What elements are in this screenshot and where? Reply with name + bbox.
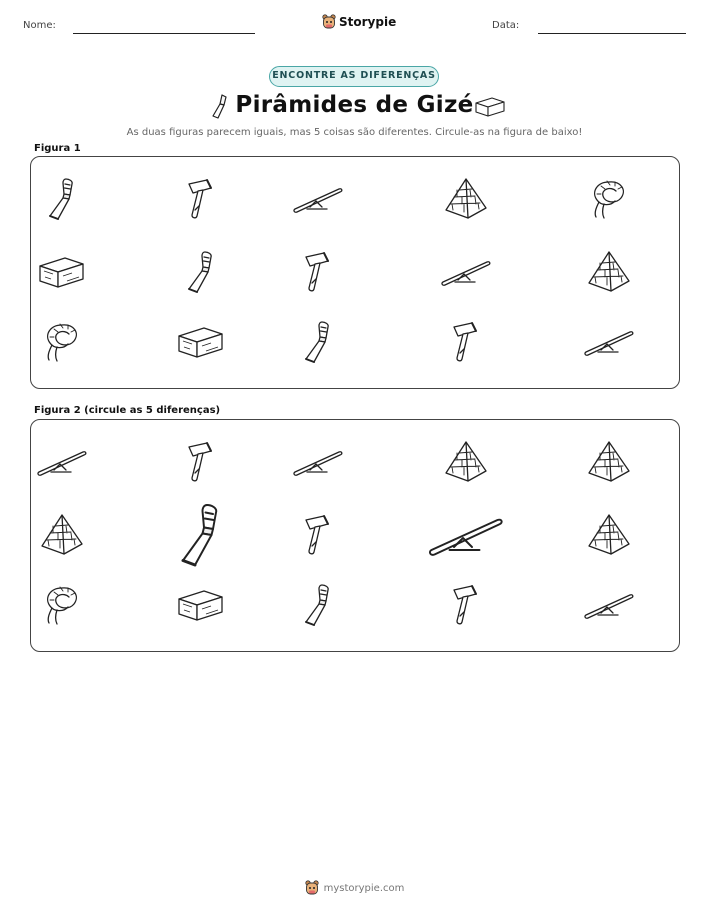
storypie-mascot-icon (322, 14, 336, 30)
chisel-icon (181, 249, 221, 299)
stone-block-icon (37, 252, 87, 296)
hammer-icon (181, 176, 221, 226)
hammer-icon[interactable] (298, 512, 338, 562)
lever-icon[interactable] (292, 444, 344, 484)
chisel-icon (298, 319, 338, 369)
stone-block-icon[interactable] (176, 585, 226, 629)
date-label: Data: (492, 20, 520, 31)
lever-icon[interactable] (36, 444, 88, 484)
stone-block-icon (176, 322, 226, 366)
brand-name: Storypie (339, 15, 397, 29)
page-title: Pirâmides de Gizé (235, 92, 474, 118)
pyramid-icon[interactable] (38, 512, 86, 562)
name-field[interactable] (73, 33, 255, 34)
hammer-icon[interactable] (181, 439, 221, 489)
hammer-icon[interactable] (446, 582, 486, 632)
chisel-icon[interactable] (298, 582, 338, 632)
activity-badge: ENCONTRE AS DIFERENÇAS (269, 66, 439, 87)
hammer-icon (446, 319, 486, 369)
lever-icon[interactable] (583, 587, 635, 627)
pyramid-icon (442, 176, 490, 226)
figure-2-panel[interactable] (30, 419, 680, 652)
figure-2-label: Figura 2 (circule as 5 diferenças) (34, 405, 221, 416)
storypie-mascot-icon (305, 880, 319, 896)
rope-icon (587, 176, 631, 226)
pyramid-icon (585, 249, 633, 299)
pyramid-icon[interactable] (442, 439, 490, 489)
stone-block-icon (474, 93, 506, 119)
date-field[interactable] (538, 33, 686, 34)
rope-icon (40, 319, 84, 369)
lever-icon-large[interactable] (427, 508, 505, 566)
hammer-icon (298, 249, 338, 299)
lever-icon (583, 324, 635, 364)
footer (0, 880, 709, 896)
lever-icon (440, 254, 492, 294)
name-label: Nome: (23, 20, 56, 31)
lever-icon (292, 181, 344, 221)
figure-1-panel (30, 156, 680, 389)
pyramid-icon[interactable] (585, 439, 633, 489)
rope-icon[interactable] (40, 582, 84, 632)
footer-url[interactable]: mystorypie.com (323, 882, 405, 894)
pyramid-icon[interactable] (585, 512, 633, 562)
figure-1-label: Figura 1 (34, 143, 81, 154)
brand-logo (322, 14, 396, 30)
instructions: As duas figuras parecem iguais, mas 5 coisas são diferentes. Circule-as na figura de baixo! (126, 127, 583, 138)
chisel-icon (42, 176, 82, 226)
chisel-icon-large[interactable] (171, 499, 231, 575)
